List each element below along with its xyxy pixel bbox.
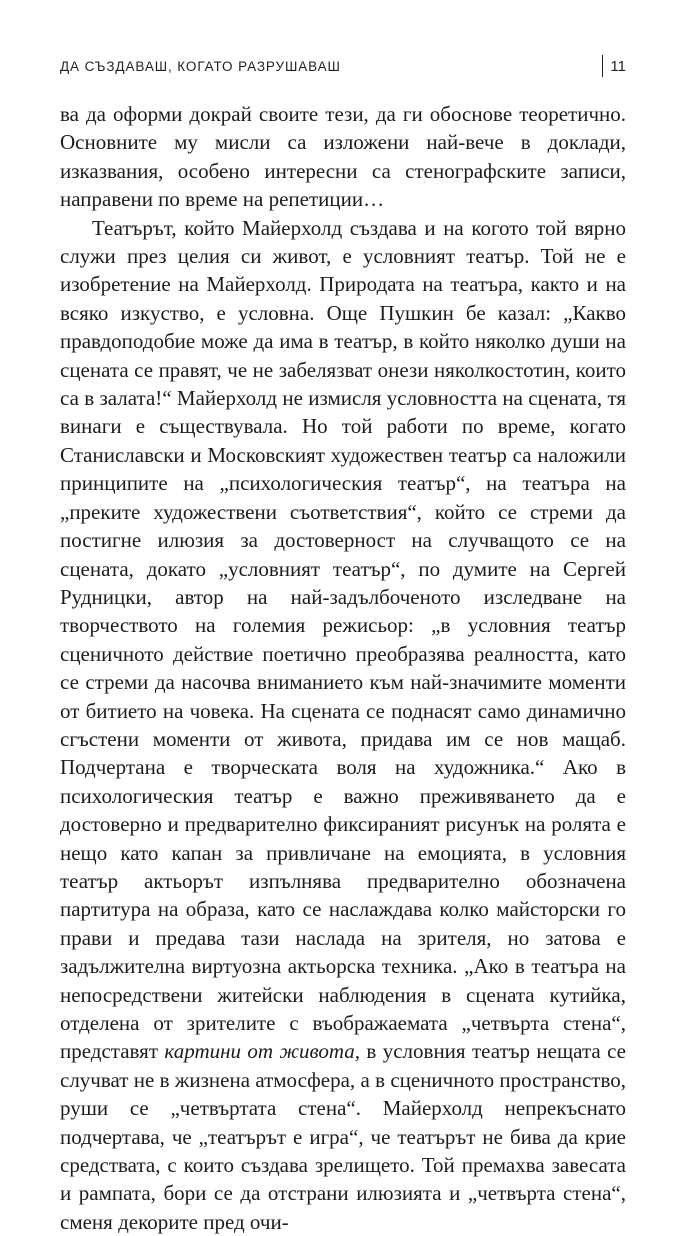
paragraph: [60, 214, 626, 1236]
page-number: 11: [610, 57, 626, 75]
paragraph-text: Театърът, който Майерхолд създава и на когото той вярно служи през целия си живот, е условният театър. Той не е изобретение на Майерхолд. Природата на театъра, както и на всяко изкуство, е условна. Още Пушкин бе казал: „Какво правдоподобие може да има в театър, в който няколко души на сцената се правят, че не забелязват онези няколкостотин, които са в залата!“ Майерхолд не измисля условността на сцената, тя винаги е съществувала. Но той работи по време, когато Станиславски и Московският художествен театър са наложили принципите на „психологическия театър“, на театъра на „преките художествени съответствия“, който се стреми да постигне илюзия за достоверност на случващото се на сцената, докато „условният театър“, по думите на Сергей Рудницки, автор на най-задълбоченото изследване на творчеството на големия режисьор: „в условния театър сценичното действие поетично преобразява реалността, като се стреми да насочва вниманието към най-значимите моменти от битието на човека. На сцената се поднасят само динамично сгъстени моменти от живота, придава им се нов мащаб. Подчертана е творческата воля на художника.“ Ако в психологическия театър е важно преживяването да е достоверно и предварително фиксираният рисунък на ролята е нещо като капан за привличане на емоцията, в условния театър актьорът изпълнява предварително обозначена партитура на образа, като се наслаждава колко майсторски го прави и предава тази наслада на зрителя, но затова е задължителна виртуозна актьорска техника. „Ако в театъра на непосредствени житейски наблюдения в сцената кутийка, отделена от зрителите с въображаемата „четвърта стена“, представят: [60, 215, 626, 1064]
paragraph-text: ва да оформи докрай своите тези, да ги обоснове теоретично. Основните му мисли са изложени най-вече в доклади, изказвания, особено интересни са стенографските записи, направени по време на репетиции…: [60, 102, 626, 212]
running-head: ДА СЪЗДАВАШ, КОГАТО РАЗРУШАВАШ: [60, 59, 341, 74]
body-text: [60, 100, 626, 1236]
italic-emphasis: картини от живота,: [164, 1039, 361, 1064]
page-header: [60, 55, 626, 81]
page-number-group: [602, 55, 626, 77]
vertical-rule: [602, 55, 603, 77]
paragraph-text: в условния театър нещата се случват не в жизнена атмосфера, а в сценичното пространство, руши се „четвъртата стена“. Майерхолд непрекъснато подчертава, че „театърът е игра“, че театърът не бива да крие средствата, с които създава зрелището. Той премахва завесата и рампата, бори се да отстрани илюзията и „четвърта стена“, сменя декорите пред очи-: [60, 1039, 626, 1234]
paragraph: [60, 100, 626, 214]
